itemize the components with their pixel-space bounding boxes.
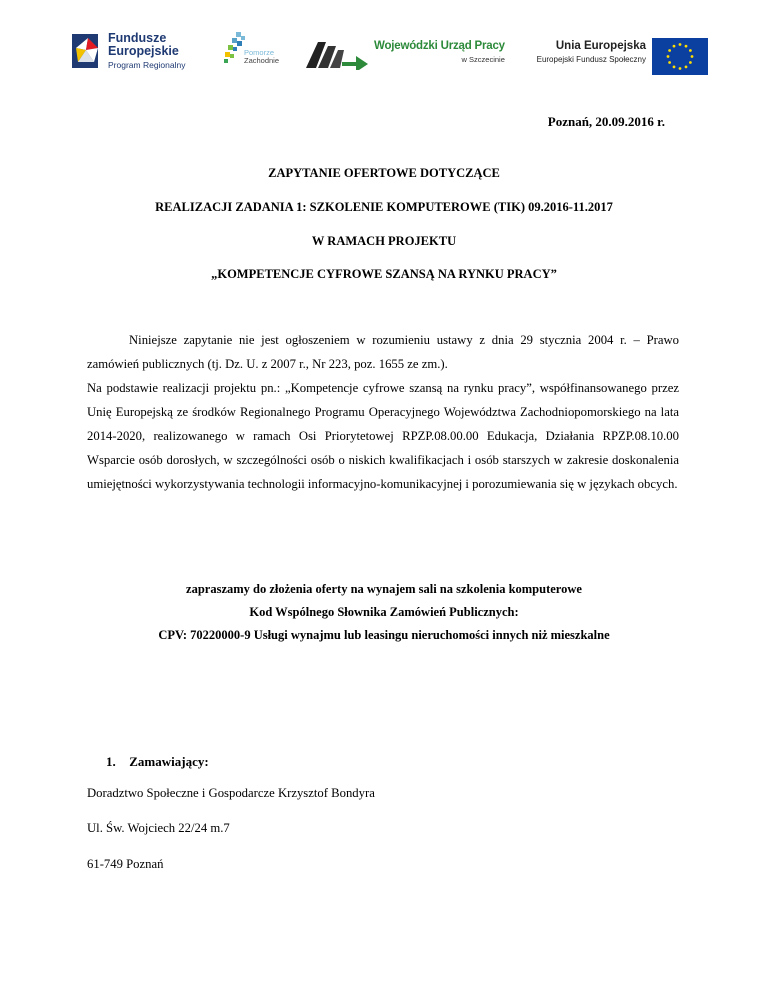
ue-line1: Unia Europejska	[555, 40, 646, 52]
unia-europejska-logo	[528, 36, 708, 76]
invitation-line-1: zapraszamy do złożenia oferty na wynajem sali na szkolenia komputerowe	[186, 582, 582, 596]
eu-star	[673, 65, 676, 68]
wup-arrow-icon	[304, 36, 370, 70]
eu-star	[679, 67, 682, 70]
ue-line2: Europejski Fundusz Społeczny	[536, 55, 646, 64]
pz-text	[244, 49, 279, 65]
logo-bar	[0, 22, 768, 82]
wup-logo	[304, 36, 514, 76]
address-line-3: 61-749 Poznań	[87, 857, 164, 871]
fe-line2: Europejskie	[108, 44, 179, 58]
pz-line2: Zachodnie	[244, 56, 280, 65]
ue-text	[537, 40, 646, 64]
eu-star	[668, 61, 671, 64]
paragraph-1: Niniejsze zapytanie nie jest ogłoszeniem w rozumieniu ustawy z dnia 29 stycznia 2004 r. – Prawo zamówień publicznych (tj. Dz. U. z 2007 r., Nr 223, poz. 1655 ze zm.).	[87, 333, 679, 371]
paragraph-2: Na podstawie realizacji projektu pn.: „Kompetencje cyfrowe szansą na rynku pracy”, współfinansowanego przez Unię Europejską ze środków Regionalnego Programu Operacyjnego Województwa Zachodniopomorskiego na lata 2014-2020, realizowanego w ramach Osi Priorytetowej RPZP.08.00.00 Edukacja, Działania RPZP.08.10.00 Wsparcie osób dorosłych, w szczególności osób o niskich kwalifikacjach i osób starszych w zakresie doskonalenia umiejętności wykorzystywania technologii informacyjno-komunikacyjnej i porozumiewania się w językach obcych.	[87, 381, 679, 491]
pz-line1: Pomorze	[244, 48, 275, 57]
wup-line1: Wojewódzki Urząd Pracy	[374, 40, 505, 52]
fe-text	[108, 32, 185, 71]
eu-star	[689, 61, 692, 64]
fe-star-icon	[68, 30, 104, 72]
title-line-4: „KOMPETENCJE CYFROWE SZANSĄ NA RYNKU PRACY”	[211, 267, 557, 281]
eu-star	[668, 49, 671, 52]
address-line-2: Ul. Św. Wojciech 22/24 m.7	[87, 821, 230, 835]
title-line-1: ZAPYTANIE OFERTOWE DOTYCZĄCE	[268, 166, 500, 180]
wup-line2: w Szczecinie	[461, 55, 505, 64]
eu-star	[667, 55, 670, 58]
eu-star	[673, 45, 676, 48]
invitation-line-2: Kod Wspólnego Słownika Zamówień Publicznych:	[249, 605, 519, 619]
fe-line3: Program Regionalny	[108, 60, 186, 70]
title-line-3: W RAMACH PROJEKTU	[311, 234, 457, 248]
document-date: Poznań, 20.09.2016 r.	[547, 114, 665, 129]
intro-paragraphs	[87, 328, 679, 496]
eu-star	[685, 65, 688, 68]
address-line-1: Doradztwo Społeczne i Gospodarcze Krzysztof Bondyra	[87, 786, 375, 800]
wup-text	[374, 40, 505, 64]
invitation-line-3: CPV: 70220000-9 Usługi wynajmu lub leasingu nieruchomości innych niż mieszkalne	[158, 628, 610, 642]
eu-star	[685, 45, 688, 48]
section-1-number: 1.	[106, 754, 116, 769]
section-1-heading	[106, 754, 209, 770]
fundusze-europejskie-logo	[68, 28, 208, 74]
eu-star	[691, 55, 694, 58]
eu-star	[689, 49, 692, 52]
eu-flag-icon	[652, 38, 708, 75]
title-line-2: REALIZACJI ZADANIA 1: SZKOLENIE KOMPUTEROWE (TIK) 09.2016-11.2017	[155, 200, 613, 214]
fe-line1: Fundusze	[108, 31, 167, 45]
pomorze-zachodnie-logo	[222, 30, 302, 74]
section-1-title: Zamawiający:	[129, 754, 209, 769]
eu-star	[679, 43, 682, 46]
